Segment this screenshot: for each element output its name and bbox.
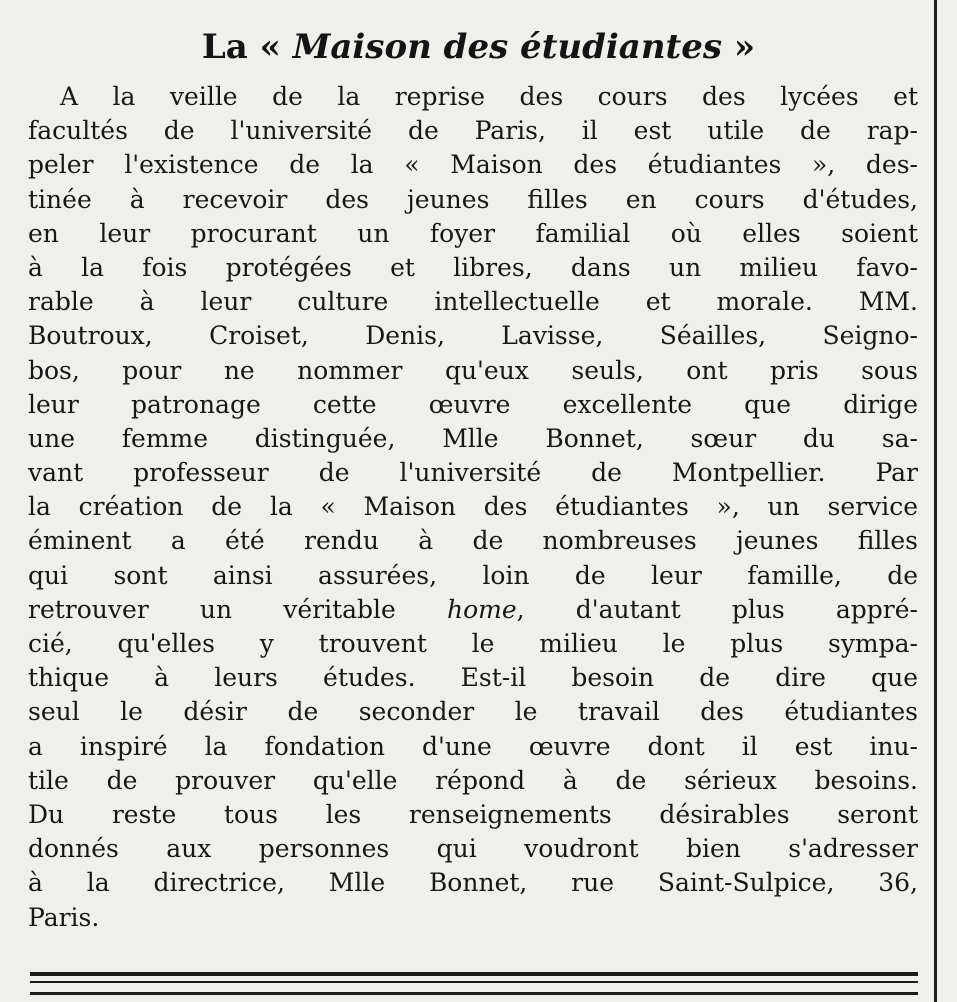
text-line: rable à leur culture intellectuelle et morale. MM. — [28, 287, 918, 317]
text-line: éminent a été rendu à de nombreuses jeunes filles — [28, 526, 918, 556]
text-line: une femme distinguée, Mlle Bonnet, sœur du sa- — [28, 423, 918, 453]
bottom-rule — [30, 981, 918, 983]
text-line: A la veille de la reprise des cours des lycées et — [60, 82, 918, 111]
text-line: tinée à recevoir des jeunes filles en cours d'études, — [28, 184, 918, 214]
text-line-italic — [28, 593, 918, 627]
text-line: donnés aux personnes qui voudront bien s'adresser — [28, 834, 918, 864]
text-line: bos, pour ne nommer qu'eux seuls, ont pris sous — [28, 355, 918, 385]
line-start: retrouver un véritable — [28, 594, 447, 624]
line-end: , d'autant plus appré- — [516, 594, 918, 624]
text-line: Du reste tous les renseignements désirables seront — [28, 799, 918, 829]
italic-word: home — [446, 594, 517, 624]
text-line: à la fois protégées et libres, dans un milieu favo- — [28, 252, 918, 282]
text-line: Paris. — [28, 902, 100, 932]
text-line: Boutroux, Croiset, Denis, Lavisse, Séailles, Seigno- — [28, 321, 918, 351]
text-line: vant professeur de l'université de Montpellier. Par — [28, 458, 918, 488]
text-line: facultés de l'université de Paris, il est utile de rap- — [28, 116, 918, 146]
bottom-rule — [30, 992, 918, 995]
title-suffix: » — [722, 27, 756, 67]
text-line: en leur procurant un foyer familial où elles soient — [28, 218, 918, 248]
bottom-rule — [30, 972, 918, 976]
text-line: leur patronage cette œuvre excellente que dirige — [28, 389, 918, 419]
text-line: la création de la « Maison des étudiantes », un service — [28, 492, 918, 522]
title-emphasis: Maison des étudiantes — [292, 27, 723, 67]
text-line: seul le désir de seconder le travail des étudiantes — [28, 697, 918, 727]
text-line: cié, qu'elles y trouvent le milieu le plus sympa- — [28, 629, 918, 658]
text-line: à la directrice, Mlle Bonnet, rue Saint-Sulpice, 36, — [28, 868, 918, 898]
text-line: thique à leurs études. Est-il besoin de dire que — [28, 663, 918, 693]
column-rule — [934, 0, 937, 1002]
text-line: a inspiré la fondation d'une œuvre dont il est inu- — [28, 731, 918, 761]
text-line: tile de prouver qu'elle répond à de sérieux besoins. — [28, 765, 918, 795]
article-title — [0, 22, 957, 72]
text-line: qui sont ainsi assurées, loin de leur famille, de — [28, 560, 918, 590]
article-body — [28, 80, 918, 935]
title-prefix: La « — [201, 27, 293, 67]
text-line: peler l'existence de la « Maison des étudiantes », des- — [28, 150, 918, 180]
